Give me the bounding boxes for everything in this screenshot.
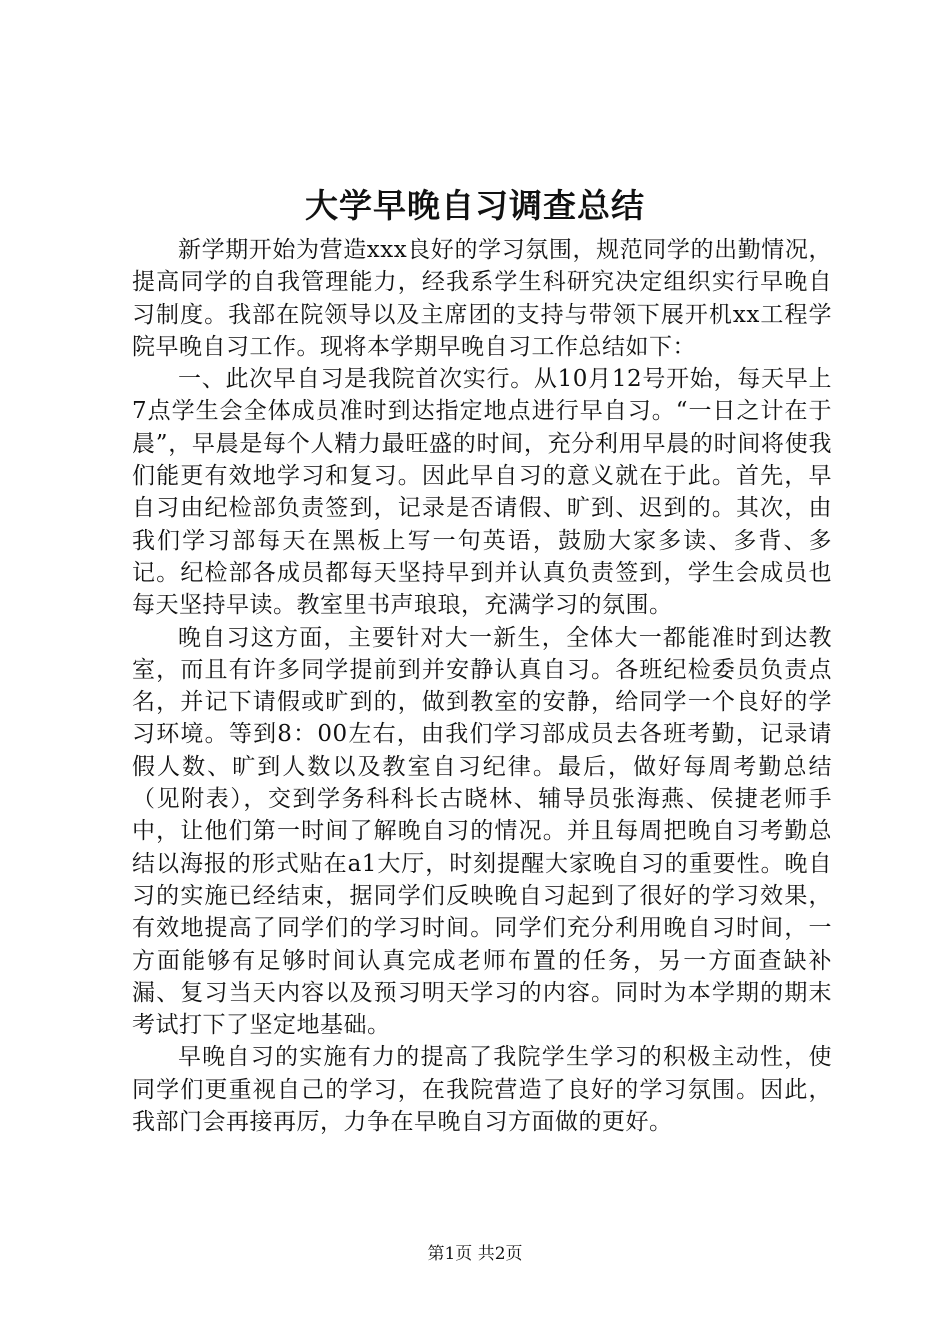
page-indicator: 第1页 共2页	[427, 1244, 523, 1264]
document-title: 大学早晚自习调查总结	[305, 186, 645, 225]
paragraph-morning-study: 一、此次早自习是我院首次实行。从10月12号开始，每天早上7点学生会全体成员准时到达指定地点进行早自习。“一日之计在于晨”，早晨是每个人精力最旺盛的时间，充分利用早晨的时间将使我们能更有效地学习和复习。因此早自习的意义就在于此。首先，早自习由纪检部负责签到，记录是否请假、旷到、迟到的。其次，由我们学习部每天在黑板上写一句英语，鼓励大家多读、多背、多记。纪检部各成员都每天坚持早到并认真负责签到，学生会成员也每天坚持早读。教室里书声琅琅，充满学习的氛围。	[132, 366, 832, 619]
paragraph-evening-study: 晚自习这方面，主要针对大一新生，全体大一都能准时到达教室，而且有许多同学提前到并安静认真自习。各班纪检委员负责点名，并记下请假或旷到的，做到教室的安静，给同学一个良好的学习环境。等到8：00左右，由我们学习部成员去各班考勤，记录请假人数、旷到人数以及教室自习纪律。最后，做好每周考勤总结（见附表），交到学务科科长古晓林、辅导员张海燕、侯捷老师手中，让他们第一时间了解晚自习的情况。并且每周把晚自习考勤总结以海报的形式贴在a1大厅，时刻提醒大家晚自习的重要性。晚自习的实施已经结束，据同学们反映晚自习起到了很好的学习效果，有效地提高了同学们的学习时间。同学们充分利用晚自习时间，一方面能够有足够时间认真完成老师布置的任务，另一方面查缺补漏、复习当天内容以及预习明天学习的内容。同时为本学期的期末考试打下了坚定地基础。	[132, 624, 832, 1039]
paragraph-intro: 新学期开始为营造xxx良好的学习氛围，规范同学的出勤情况，提高同学的自我管理能力，经我系学生科研究决定组织实行早晚自习制度。我部在院领导以及主席团的支持与带领下展开机xx工程学院早晚自习工作。现将本学期早晚自习工作总结如下：	[132, 237, 832, 360]
document-body	[132, 234, 832, 1138]
paragraph-conclusion: 早晚自习的实施有力的提高了我院学生学习的积极主动性，使同学们更重视自己的学习，在我院营造了良好的学习氛围。因此，我部门会再接再厉，力争在早晚自习方面做的更好。	[132, 1044, 832, 1136]
